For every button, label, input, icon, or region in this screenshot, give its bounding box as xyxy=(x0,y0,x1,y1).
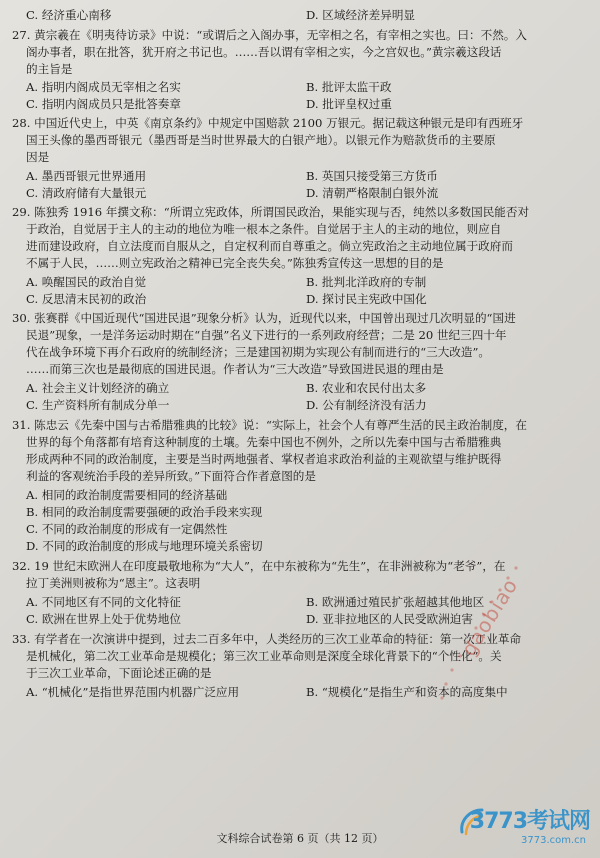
answer-option: B. 英国只接受第三方货币 xyxy=(306,169,438,183)
question-text-line: 民退”现象，一是洋务运动时期在“自强”名义下进行的一系列政府经营；二是 20 世纪三四十年 xyxy=(26,328,507,342)
answer-option: B. 农业和农民付出太多 xyxy=(306,381,427,395)
answer-option: A. 不同地区有不同的文化特征 xyxy=(26,595,181,609)
answer-option: D. 区域经济差异明显 xyxy=(306,8,416,22)
answer-option: B. 批判北洋政府的专制 xyxy=(306,275,427,289)
question-text-line: ……而第三次也是最彻底的国进民退。作者认为“三大改造”导致国进民退的理由是 xyxy=(26,362,444,376)
question-stem: 30. 张赛群《中国近现代“国进民退”现象分析》认为，近现代以来，中国曾出现过几次明显的“国进 xyxy=(12,311,516,325)
answer-option: D. 亚非拉地区的人民受欧洲迫害 xyxy=(306,612,473,626)
question-stem: 33. 有学者在一次演讲中提到，过去二百多年中，人类经历的三次工业革命的特征：第一次工业革命 xyxy=(12,632,522,646)
question-stem: 27. 黄宗羲在《明夷待访录》中说：“或谓后之入阁办事，无宰相之名，有宰相之实也。曰：不然。入 xyxy=(12,28,527,42)
answer-option: C. 欧洲在世界上处于优势地位 xyxy=(26,612,181,626)
question-text-line: 不属于人民，……则立宪政治之精神已完全丧失矣。”陈独秀宣传这一思想的目的是 xyxy=(26,256,444,270)
answer-option: D. 清朝严格限制白银外流 xyxy=(306,186,439,200)
question-text-line: 形成两种不同的政治制度，主要是当时两地强者、掌权者追求政治利益的主观欲望与维护既得 xyxy=(26,452,502,466)
answer-option: C. 反思清末民初的政治 xyxy=(26,292,147,306)
question-text-line: 代在战争环境下再介石政府的统制经济；三是建国初期为实现公有制而进行的“三大改造”。 xyxy=(26,345,491,359)
answer-option: B. 批评太监干政 xyxy=(306,80,392,94)
answer-option: A. 墨西哥银元世界通用 xyxy=(26,169,147,183)
answer-option: C. 不同的政治制度的形成有一定偶然性 xyxy=(26,522,228,536)
question-text-line: 世界的每个角落都有培育这种制度的土壤。先秦中国也不例外，之所以先秦中国与古希腊雅典 xyxy=(26,435,502,449)
question-text-line: 的主旨是 xyxy=(26,62,73,76)
question-text-line: 因是 xyxy=(26,150,50,164)
answer-option: C. 生产资料所有制成分单一 xyxy=(26,398,170,412)
watermark: gaobiao xyxy=(456,573,523,661)
answer-option: D. 公有制经济没有活力 xyxy=(306,398,427,412)
question-stem: 32. 19 世纪末欧洲人在印度最敬地称为“大人”，在中东被称为“先生”，在非洲被称为“老爷”，在 xyxy=(12,559,506,573)
answer-option: B. 欧洲通过殖民扩张超越其他地区 xyxy=(306,595,485,609)
answer-option: A. 相同的政治制度需要相同的经济基础 xyxy=(26,488,228,502)
answer-option: C. 经济重心南移 xyxy=(26,8,112,22)
question-text-line: 拉丁美洲则被称为“恩主”。这表明 xyxy=(26,576,201,590)
question-text-line: 是机械化，第二次工业革命是规模化；第三次工业革命则是深度全球化背景下的“个性化”。关 xyxy=(26,649,502,663)
question-text-line: 国王头像的墨西哥银元（墨西哥是当时世界最大的白银产地）。以银元作为赔款货币的主要原 xyxy=(26,133,496,147)
answer-option: B. “规模化”是指生产和资本的高度集中 xyxy=(306,685,508,699)
site-logo[interactable] xyxy=(458,804,590,846)
answer-option: C. 指明内阁成员只是批答奏章 xyxy=(26,97,181,111)
logo-title: 3773考试网 xyxy=(469,809,590,834)
answer-option: D. 不同的政治制度的形成与地理环境关系密切 xyxy=(26,539,263,553)
logo-url: 3773.com.cn xyxy=(521,835,586,846)
question-text-line: 于政治，自觉居于主人的主动的地位为唯一根本之条件。自觉居于主人的主动的地位，则应自 xyxy=(26,222,502,236)
answer-option: A. 指明内阁成员无宰相之名实 xyxy=(26,80,181,94)
answer-option: A. 社会主义计划经济的确立 xyxy=(26,381,170,395)
question-text-line: 进而建设政府，自立法度而自服从之，自定权利而自尊重之。倘立宪政治之主动地位属于政府而 xyxy=(26,239,513,253)
question-stem: 31. 陈忠云《先秦中国与古希腊雅典的比较》说：“实际上，社会个人有尊严生活的民主政治制度，在 xyxy=(12,418,527,432)
answer-option: A. 唤醒国民的政治自觉 xyxy=(26,275,147,289)
answer-option: D. 批评皇权过重 xyxy=(306,97,392,111)
answer-option: C. 清政府储有大量银元 xyxy=(26,186,147,200)
question-stem: 29. 陈独秀 1916 年撰文称：“所谓立宪政体，所谓国民政治，果能实现与否，纯然以多数国民能否对 xyxy=(12,205,530,219)
question-text-line: 于三次工业革命，下面论述正确的是 xyxy=(26,666,212,680)
question-text-line: 利益的客观统治手段的差异所致。”下面符合作者意图的是 xyxy=(26,469,316,483)
answer-option: D. 探讨民主宪政中国化 xyxy=(306,292,427,306)
question-text-line: 阁办事者，职在批答，犹开府之书记也。……吾以谓有宰相之实，今之宫奴也。”黄宗羲这段话 xyxy=(26,45,502,59)
page-footer: 文科综合试卷第 6 页（共 12 页） xyxy=(216,832,384,845)
question-stem: 28. 中国近代史上，中英《南京条约》中规定中国赔款 2100 万银元。据记载这种银元是印有西班牙 xyxy=(12,116,524,130)
answer-option: B. 相同的政治制度需要强硬的政治手段来实现 xyxy=(26,505,263,519)
answer-option: A. “机械化”是指世界范围内机器广泛应用 xyxy=(26,685,240,699)
